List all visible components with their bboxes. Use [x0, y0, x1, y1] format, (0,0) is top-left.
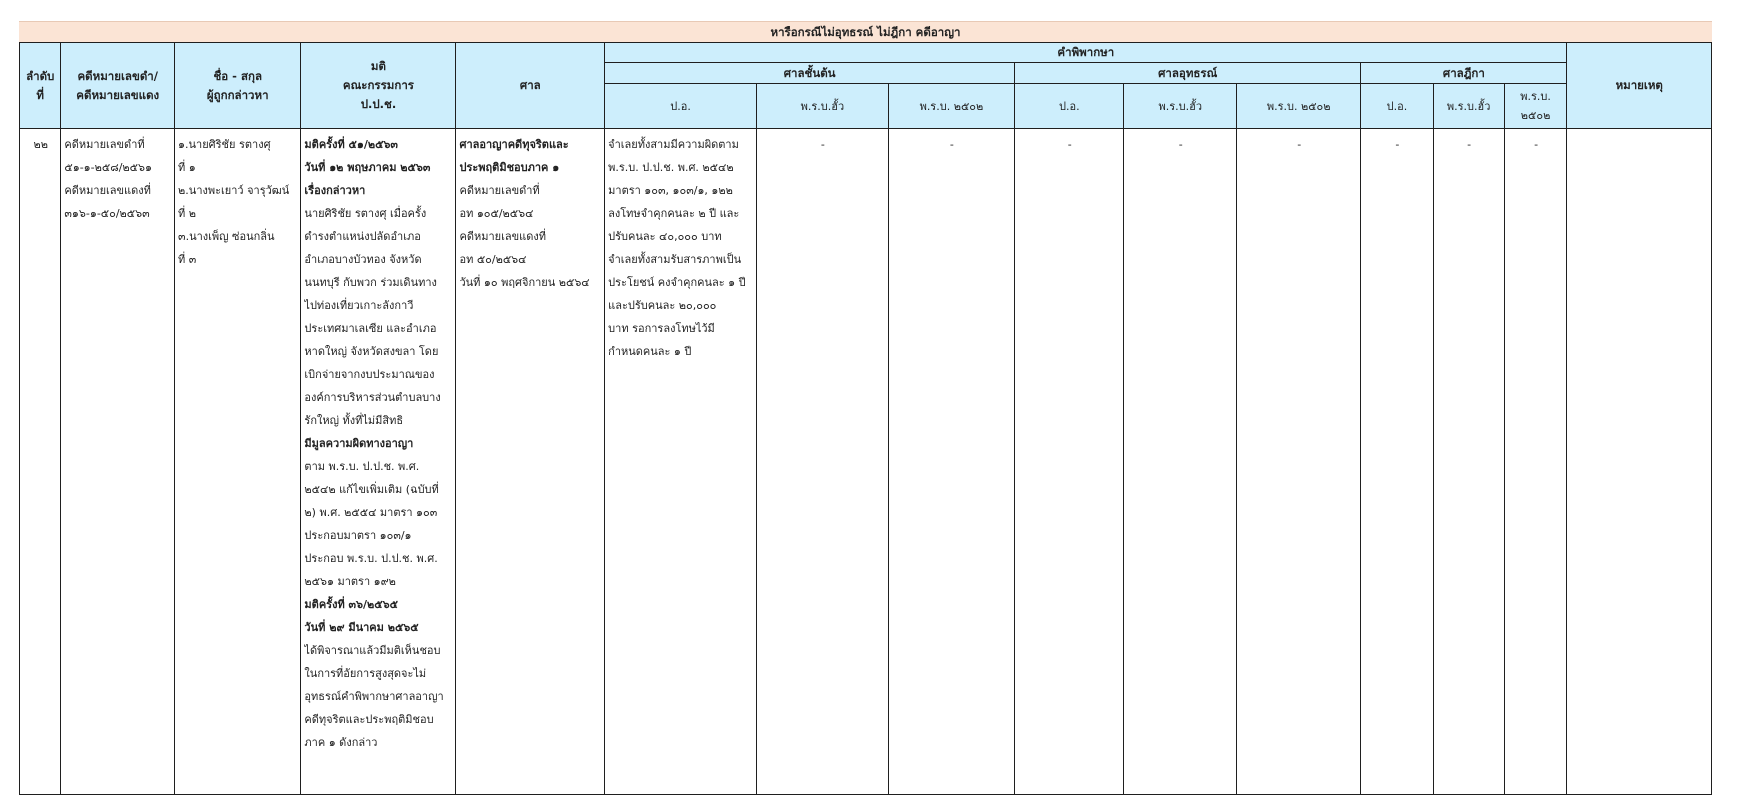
text-line: อท ๑๐๕/๒๕๖๔: [459, 207, 534, 220]
cell-first-2502-act: -: [888, 129, 1014, 795]
header-remark: หมายเหตุ: [1567, 43, 1712, 129]
cell-appeal-2502-act: -: [1237, 129, 1361, 795]
text-line: ในการที่อัยการสูงสุดจะไม่: [304, 667, 427, 680]
text-line: ๒๕๖๑ มาตรา ๑๙๒: [304, 575, 396, 588]
text-line: มติครั้งที่ ๓๖/๒๕๖๕: [304, 598, 398, 611]
cell-no: ๒๒: [20, 129, 61, 795]
text-line: คดีหมายเลขดำที่: [459, 184, 540, 197]
header-supreme-po: ป.อ.: [1361, 84, 1433, 129]
text-line: ตาม พ.ร.บ. ป.ป.ช. พ.ศ.: [304, 460, 420, 473]
text-line: ๒๕๔๒ แก้ไขเพิ่มเติม (ฉบับที่: [304, 483, 439, 496]
text-line: ๒) พ.ศ. ๒๕๕๔ มาตรา ๑๐๓: [304, 506, 438, 519]
header-first-2502-act: พ.ร.บ. ๒๕๐๒: [888, 84, 1014, 129]
text-line: มติครั้งที่ ๕๑/๒๕๖๓: [304, 138, 398, 151]
cell-court: [456, 129, 605, 795]
header-supreme-2502-act: พ.ร.บ. ๒๕๐๒: [1504, 84, 1567, 129]
case-table: [19, 42, 1712, 795]
header-first-instance: ศาลชั้นต้น: [605, 63, 1015, 84]
text-line: รักใหญ่ ทั้งที่ไม่มีสิทธิ: [304, 414, 404, 427]
text-line: วันที่ ๑๒ พฤษภาคม ๒๕๖๓: [304, 161, 431, 174]
header-appeal-court: ศาลอุทธรณ์: [1015, 63, 1361, 84]
table-row: [20, 129, 1712, 795]
cell-supreme-2502-act: -: [1504, 129, 1567, 795]
text-line: ศาลอาญาคดีทุจริตและ: [459, 138, 569, 151]
text-line: นนทบุรี กับพวก ร่วมเดินทาง: [304, 276, 437, 289]
header-accused-name: ชื่อ - สกุล ผู้ถูกกล่าวหา: [175, 43, 301, 129]
header-appeal-po: ป.อ.: [1015, 84, 1124, 129]
text-line: มีมูลความผิดทางอาญา: [304, 437, 414, 450]
text-line: อุทธรณ์คำพิพากษาศาลอาญา: [304, 690, 444, 703]
header-supreme-bid-act: พ.ร.บ.ฮั้ว: [1433, 84, 1504, 129]
text-line: องค์การบริหารส่วนตำบลบาง: [304, 391, 441, 404]
header-supreme-court: ศาลฎีกา: [1361, 63, 1567, 84]
header-appeal-bid-act: พ.ร.บ.ฮั้ว: [1124, 84, 1237, 129]
text-line: ประพฤติมิชอบภาค ๑: [459, 161, 560, 174]
text-line: วันที่ ๒๙ มีนาคม ๒๕๖๕: [304, 621, 419, 634]
header-judgment: คำพิพากษา: [605, 43, 1567, 63]
header-no: ลำดับ ที่: [20, 43, 61, 129]
cell-case-number: คดีหมายเลขดำที่ ๕๑-๑-๒๕๘/๒๕๖๑ คดีหมายเลขแดงที่ ๓๑๖-๑-๕๐/๒๕๖๓: [61, 129, 175, 795]
text-line: วันที่ ๑๐ พฤศจิกายน ๒๕๖๔: [459, 276, 590, 289]
text-line: ได้พิจารณาแล้วมีมติเห็นชอบ: [304, 644, 441, 657]
cell-supreme-po: -: [1361, 129, 1433, 795]
text-line: ไปท่องเที่ยวเกาะลังกาวี: [304, 299, 414, 312]
cell-nacc-resolution: [301, 129, 456, 795]
text-line: ประกอบ พ.ร.บ. ป.ป.ช. พ.ศ.: [304, 552, 438, 565]
header-case-number: คดีหมายเลขดำ/ คดีหมายเลขแดง: [61, 43, 175, 129]
text-line: ดำรงตำแหน่งปลัดอำเภอ: [304, 230, 421, 243]
cell-accused-name: ๑.นายศิริชัย รตางศุ ที่ ๑ ๒.นางพะเยาว์ จารุวัฒน์ ที่ ๒ ๓.นางเพ็ญ ซ่อนกลิ่น ที่ ๓: [175, 129, 301, 795]
table-title-banner: หารือกรณีไม่อุทธรณ์ ไม่ฎีกา คดีอาญา: [19, 21, 1712, 43]
cell-appeal-po: -: [1015, 129, 1124, 795]
text-line: คดีทุจริตและประพฤติมิชอบ: [304, 713, 434, 726]
text-line: คดีหมายเลขแดงที่: [459, 230, 546, 243]
header-first-bid-act: พ.ร.บ.ฮั้ว: [757, 84, 889, 129]
cell-supreme-bid-act: -: [1433, 129, 1504, 795]
text-line: ประเทศมาเลเซีย และอำเภอ: [304, 322, 437, 335]
text-line: อำเภอบางบัวทอง จังหวัด: [304, 253, 422, 266]
header-first-po: ป.อ.: [605, 84, 757, 129]
text-line: อท ๕๐/๒๕๖๔: [459, 253, 527, 266]
text-line: นายศิริชัย รตางศุ เมื่อครั้ง: [304, 207, 427, 220]
cell-first-po-judgment: จำเลยทั้งสามมีความผิดตาม พ.ร.บ. ป.ป.ช. พ.ศ. ๒๕๔๒ มาตรา ๑๐๓, ๑๐๓/๑, ๑๒๒ ลงโทษจำคุกคนละ ๒ ปี และ ปรับคนละ ๔๐,๐๐๐ บาท จำเลยทั้งสามรับสารภาพเป็น ประโยชน์ คงจำคุกคนละ ๑ ปี และปรับคนละ ๒๐,๐๐๐ บาท รอการลงโทษไว้มี กำหนดคนละ ๑ ปี: [605, 129, 757, 795]
text-line: เบิกจ่ายจากงบประมาณของ: [304, 368, 435, 381]
text-line: หาดใหญ่ จังหวัดสงขลา โดย: [304, 345, 439, 358]
text-line: ประกอบมาตรา ๑๐๓/๑: [304, 529, 412, 542]
text-line: เรื่องกล่าวหา: [304, 184, 366, 197]
text-line: ภาค ๑ ดังกล่าว: [304, 736, 378, 749]
header-nacc-resolution: มติ คณะกรรมการ ป.ป.ช.: [301, 43, 456, 129]
cell-remark: [1567, 129, 1712, 795]
header-appeal-2502-act: พ.ร.บ. ๒๕๐๒: [1237, 84, 1361, 129]
header-court: ศาล: [456, 43, 605, 129]
cell-first-bid-act: -: [757, 129, 889, 795]
cell-appeal-bid-act: -: [1124, 129, 1237, 795]
